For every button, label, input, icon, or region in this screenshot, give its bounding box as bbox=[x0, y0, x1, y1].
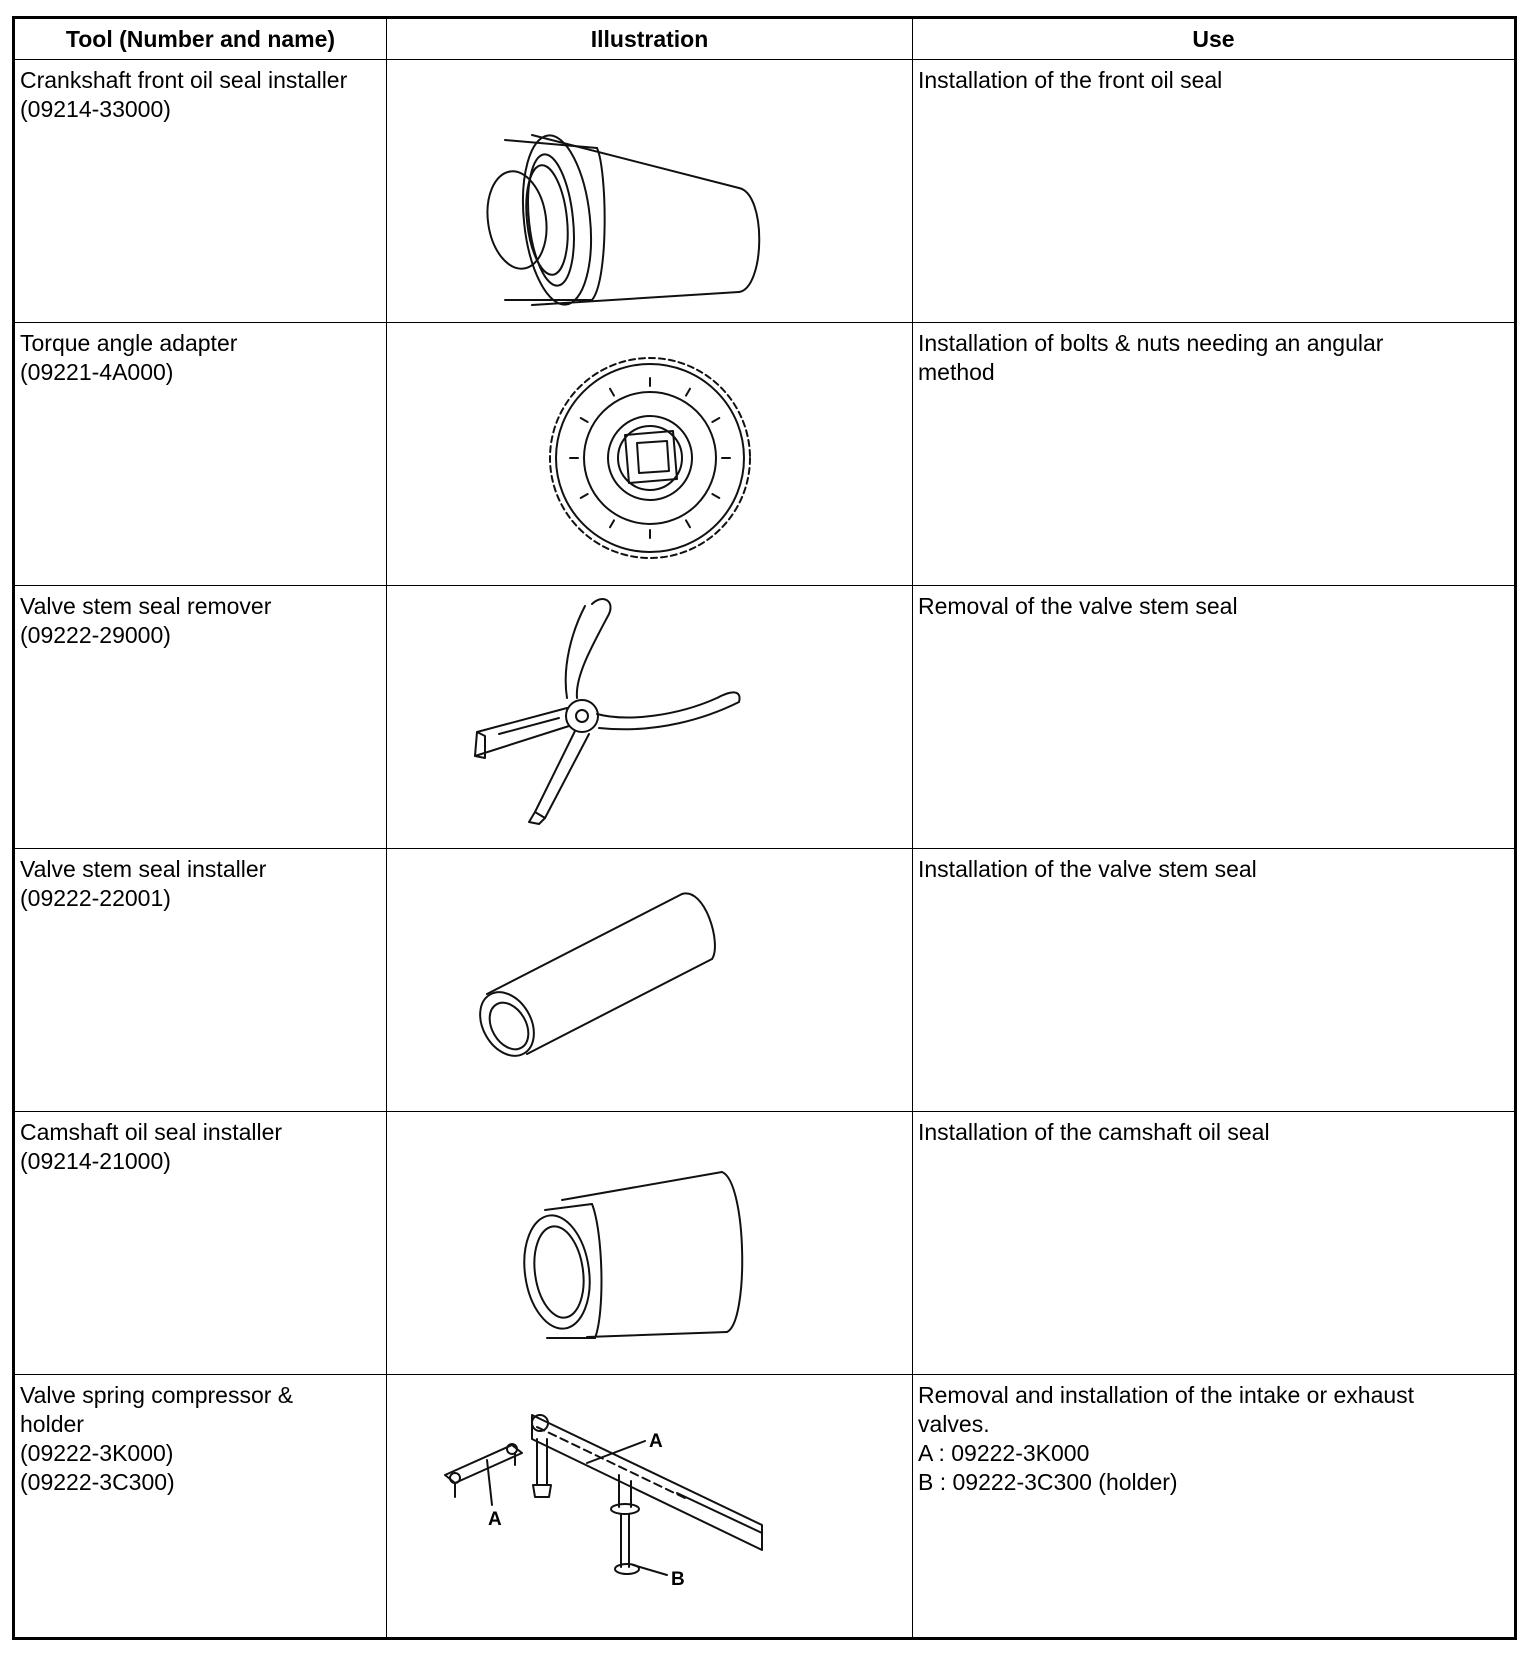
illustration-cell bbox=[387, 1375, 913, 1639]
use-cell bbox=[913, 849, 1516, 1112]
use-line: Installation of the camshaft oil seal bbox=[918, 1119, 1270, 1145]
use-line: Removal of the valve stem seal bbox=[918, 593, 1238, 619]
dial-tick bbox=[581, 418, 588, 422]
use-cell bbox=[913, 586, 1516, 849]
valve-spring-compressor-icon bbox=[387, 1375, 913, 1637]
use-cell bbox=[913, 1375, 1516, 1639]
dial-tick bbox=[686, 389, 690, 396]
table-row bbox=[14, 1375, 1516, 1639]
dial-tick bbox=[610, 389, 614, 396]
dial-tick bbox=[686, 520, 690, 527]
callout-a-bottom: A bbox=[488, 1509, 502, 1530]
dial-tick bbox=[581, 494, 588, 498]
tube-installer-icon bbox=[387, 849, 913, 1111]
table-row bbox=[14, 323, 1516, 586]
use-line: Installation of the front oil seal bbox=[918, 67, 1223, 93]
torque-angle-dial-icon bbox=[387, 323, 913, 585]
tool-name-cell bbox=[14, 849, 387, 1112]
table-row bbox=[14, 1112, 1516, 1375]
tool-name-cell bbox=[14, 1375, 387, 1639]
illustration-cell bbox=[387, 586, 913, 849]
tool-number-line: (09222-22001) bbox=[20, 885, 171, 911]
illustration-cell bbox=[387, 849, 913, 1112]
tool-name-cell bbox=[14, 586, 387, 849]
use-cell bbox=[913, 60, 1516, 323]
use-line: B : 09222-3C300 (holder) bbox=[918, 1469, 1178, 1495]
table-row bbox=[14, 849, 1516, 1112]
tool-number-line: (09222-29000) bbox=[20, 622, 171, 648]
tool-name-cell bbox=[14, 1112, 387, 1375]
special-tools-table bbox=[12, 16, 1517, 1640]
use-line: method bbox=[918, 359, 995, 385]
illustration-cell bbox=[387, 60, 913, 323]
callout-b: B bbox=[671, 1569, 685, 1590]
header-use: Use bbox=[913, 18, 1516, 60]
use-line: Installation of bolts & nuts needing an angular bbox=[918, 330, 1384, 356]
dial-tick bbox=[712, 494, 719, 498]
use-line: A : 09222-3K000 bbox=[918, 1440, 1090, 1466]
illustration-cell bbox=[387, 1112, 913, 1375]
tool-name-line: holder bbox=[20, 1411, 84, 1437]
table-row bbox=[14, 60, 1516, 323]
tool-name-line: Camshaft oil seal installer bbox=[20, 1119, 283, 1145]
cylinder-installer-icon bbox=[387, 1112, 913, 1374]
tool-name-line: Valve stem seal remover bbox=[20, 593, 272, 619]
tool-name-cell bbox=[14, 323, 387, 586]
header-illustration: Illustration bbox=[387, 18, 913, 60]
tool-number-line: (09214-21000) bbox=[20, 1148, 171, 1174]
table-header-row bbox=[14, 18, 1516, 60]
cylinder-installer-icon bbox=[387, 60, 913, 322]
tool-name-line: Crankshaft front oil seal installer bbox=[20, 67, 348, 93]
dial-tick bbox=[610, 520, 614, 527]
table-row bbox=[14, 586, 1516, 849]
tool-name-line: Torque angle adapter bbox=[20, 330, 238, 356]
use-line: Removal and installation of the intake or exhaust bbox=[918, 1382, 1415, 1408]
tool-number-line: (09214-33000) bbox=[20, 96, 171, 122]
use-cell bbox=[913, 1112, 1516, 1375]
tool-number-line: (09221-4A000) bbox=[20, 359, 174, 385]
use-line: valves. bbox=[918, 1411, 990, 1437]
header-tool: Tool (Number and name) bbox=[14, 18, 387, 60]
tool-number-line: (09222-3K000) bbox=[20, 1440, 174, 1466]
illustration-cell bbox=[387, 323, 913, 586]
tool-number-line: (09222-3C300) bbox=[20, 1469, 175, 1495]
tool-name-line: Valve spring compressor & bbox=[20, 1382, 294, 1408]
tool-name-line: Valve stem seal installer bbox=[20, 856, 267, 882]
use-cell bbox=[913, 323, 1516, 586]
callout-a-top: A bbox=[649, 1431, 663, 1452]
tool-name-cell bbox=[14, 60, 387, 323]
pliers-icon bbox=[387, 586, 913, 848]
dial-tick bbox=[712, 418, 719, 422]
use-line: Installation of the valve stem seal bbox=[918, 856, 1257, 882]
